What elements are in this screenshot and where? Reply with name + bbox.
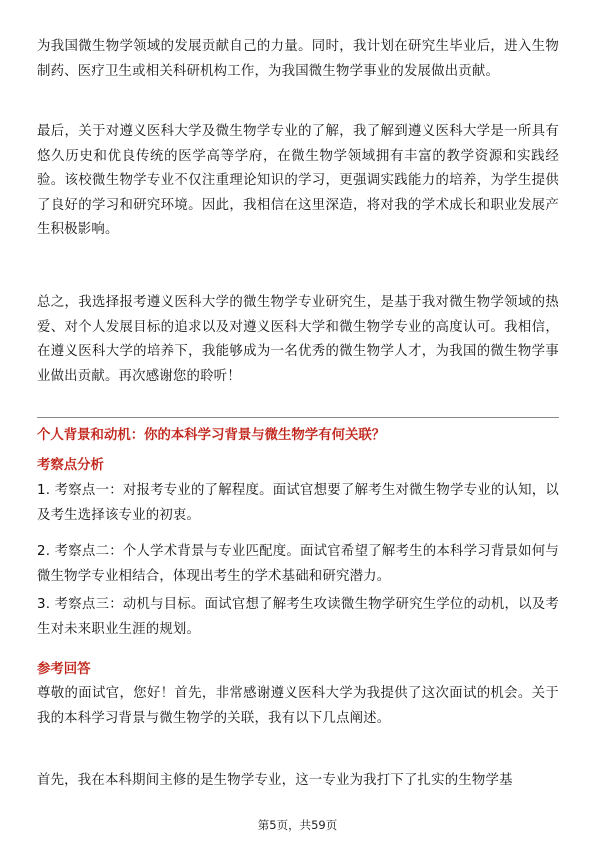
question-heading: 个人背景和动机：你的本科学习背景与微生物学有何关联？	[37, 428, 386, 443]
analysis-point-3: 3. 考察点三：动机与目标。面试官想了解考生攻读微生物学研究生学位的动机，以及考生对未来职业生涯的规划。	[37, 597, 559, 637]
paragraph-university-understanding: 最后，关于对遵义医科大学及微生物学专业的了解，我了解到遵义医科大学是一所具有悠久历史和优良传统的医学高等学府，在微生物学领域拥有丰富的教学资源和实践经验。该校微生物学专业不仅注重理论知识的学习，更强调实践能力的培养，为学生提供了良好的学习和研究环境。因此，我相信在这里深造，将对我的学术成长和职业发展产生积极影响。	[37, 124, 559, 237]
paragraph-conclusion: 总之，我选择报考遵义医科大学的微生物学专业研究生，是基于我对微生物学领域的热爱、对个人发展目标的追求以及对遵义医科大学和微生物学专业的高度认可。我相信，在遵义医科大学的培养下，我能够成为一名优秀的微生物学人才，为我国的微生物学事业做出贡献。再次感谢您的聆听！	[37, 295, 559, 384]
page-number-footer: 第5页，共59页	[257, 818, 338, 832]
analysis-point-1: 1. 考察点一：对报考专业的了解程度。面试官想要了解考生对微生物学专业的认知，以及考生选择该专业的初衷。	[37, 483, 559, 523]
answer-paragraph-2: 首先，我在本科期间主修的是生物学专业，这一专业为我打下了扎实的生物学基	[37, 773, 513, 788]
paragraph-continuation: 为我国微生物学领域的发展贡献自己的力量。同时，我计划在研究生毕业后，进入生物制药、医疗卫生或相关科研机构工作，为我国微生物学事业的发展做出贡献。	[37, 39, 559, 79]
answer-title: 参考回答	[37, 662, 91, 677]
answer-paragraph-1: 尊敬的面试官，您好！首先，非常感谢遵义医科大学为我提供了这次面试的机会。关于我的本科学习背景与微生物学的关联，我有以下几点阐述。	[37, 686, 559, 726]
analysis-point-2: 2. 考察点二：个人学术背景与专业匹配度。面试官希望了解考生的本科学习背景如何与微生物学专业相结合，体现出考生的学术基础和研究潜力。	[37, 544, 559, 584]
section-divider	[37, 417, 559, 418]
analysis-title: 考察点分析	[37, 458, 104, 473]
